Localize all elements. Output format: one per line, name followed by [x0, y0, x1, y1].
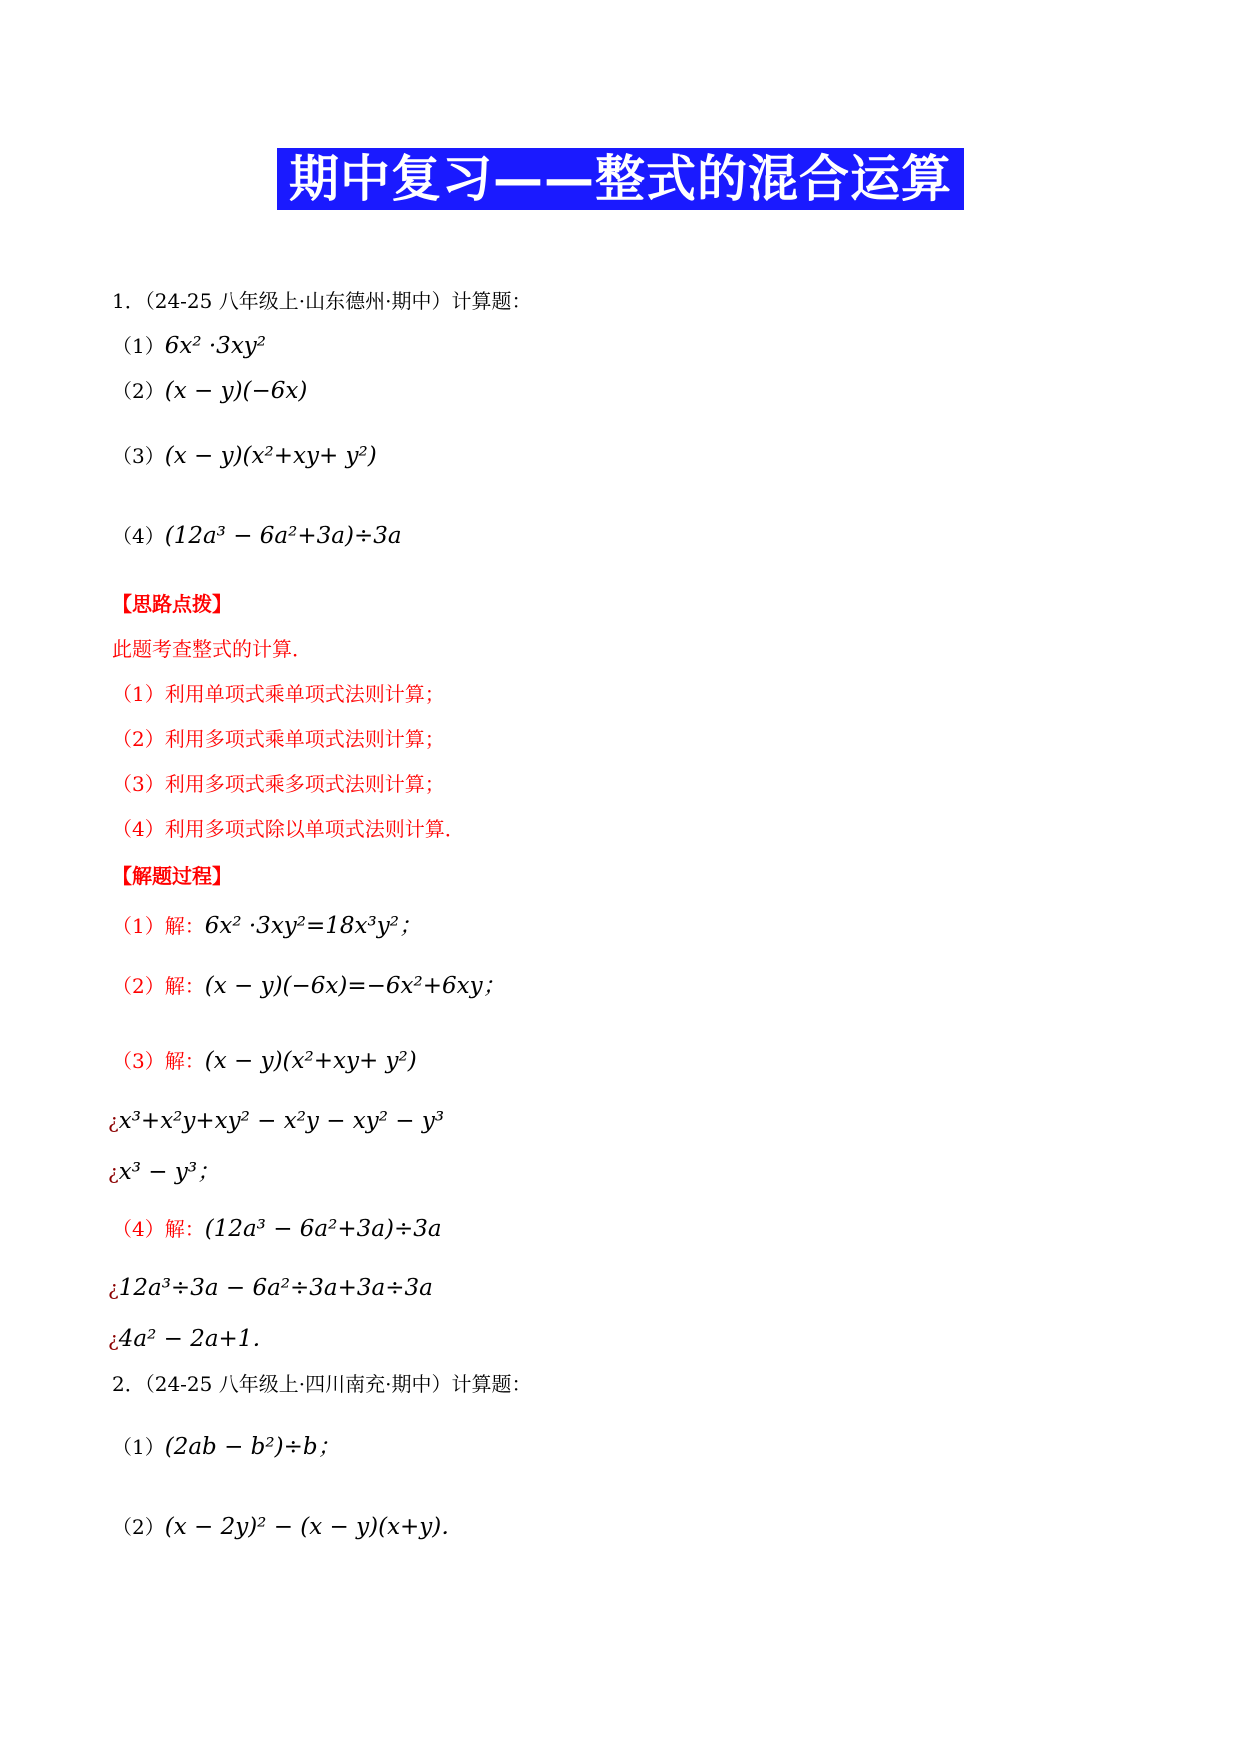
eq-mark: ¿: [108, 1276, 119, 1300]
solution-part3-step1: [108, 1108, 444, 1134]
eq-mark: ¿: [108, 1327, 119, 1351]
q1-part3: [112, 440, 377, 469]
solution-part1: [112, 907, 422, 940]
title-container: [0, 148, 1241, 210]
solution-part3-step2: [108, 1153, 220, 1186]
eq-mark: ¿: [108, 1109, 119, 1133]
hint-item-4: （4）利用多项式除以单项式法则计算．: [112, 817, 465, 841]
eq-mark: ¿: [108, 1160, 119, 1184]
solution-part3-step1-expr: x³+x²y+xy² − x²y − xy² − y³: [118, 1108, 445, 1134]
q2-part1-expr: (2ab − b²)÷b；: [164, 1434, 341, 1460]
q1-part1-label: （1）: [112, 334, 165, 358]
solution-part3-expr: (x − y)(x²+xy+ y²): [204, 1048, 417, 1074]
q1-part1-expr: 6x² ·3xy²: [164, 333, 266, 359]
q2-part2: [112, 1508, 464, 1541]
hint-intro: 此题考查整式的计算．: [112, 637, 312, 661]
q1-part4-expr: (12a³ − 6a²+3a)÷3a: [164, 523, 402, 549]
solution-part4-step1-expr: 12a³÷3a − 6a²÷3a+3a÷3a: [118, 1275, 433, 1301]
solution-part4-label: （4）解：: [112, 1217, 205, 1241]
q2-header: 2．（24-25 八年级上·四川南充·期中）计算题：: [112, 1372, 532, 1396]
hint-item-2: （2）利用多项式乘单项式法则计算；: [112, 727, 445, 751]
solution-heading: 【解题过程】: [112, 864, 232, 888]
solution-part1-label: （1）解：: [112, 914, 205, 938]
q2-part1: [112, 1428, 341, 1461]
solution-part3-step2-expr: x³ − y³；: [118, 1159, 221, 1185]
hint-heading: 【思路点拨】: [112, 592, 232, 616]
q1-part2-label: （2）: [112, 379, 165, 403]
solution-part4-step2-expr: 4a² − 2a+1．: [118, 1326, 276, 1352]
solution-part4: [112, 1213, 442, 1242]
page-title: 期中复习——整式的混合运算: [277, 148, 964, 210]
hint-item-1: （1）利用单项式乘单项式法则计算；: [112, 682, 445, 706]
q1-header: 1．（24-25 八年级上·山东德州·期中）计算题：: [112, 289, 532, 313]
q1-part4-label: （4）: [112, 524, 165, 548]
q2-part2-expr: (x − 2y)² − (x − y)(x+y)．: [164, 1514, 465, 1540]
q1-part3-label: （3）: [112, 444, 165, 468]
solution-part3-label: （3）解：: [112, 1049, 205, 1073]
solution-part4-step1: [108, 1275, 433, 1301]
q1-part2-expr: (x − y)(−6x): [164, 378, 308, 404]
solution-part1-expr: 6x² ·3xy²=18x³y²；: [204, 913, 422, 939]
q1-part3-expr: (x − y)(x²+xy+ y²): [164, 443, 377, 469]
hint-item-3: （3）利用多项式乘多项式法则计算；: [112, 772, 445, 796]
solution-part4-expr: (12a³ − 6a²+3a)÷3a: [204, 1216, 442, 1242]
q1-part4: [112, 520, 402, 549]
solution-part2-label: （2）解：: [112, 974, 205, 998]
q1-part1: [112, 330, 266, 359]
q2-part2-label: （2）: [112, 1515, 165, 1539]
solution-part2: [112, 967, 506, 1000]
q1-part2: [112, 375, 307, 404]
solution-part3: [112, 1045, 417, 1074]
q2-part1-label: （1）: [112, 1435, 165, 1459]
solution-part2-expr: (x − y)(−6x)=−6x²+6xy；: [204, 973, 506, 999]
solution-part4-step2: [108, 1320, 275, 1353]
